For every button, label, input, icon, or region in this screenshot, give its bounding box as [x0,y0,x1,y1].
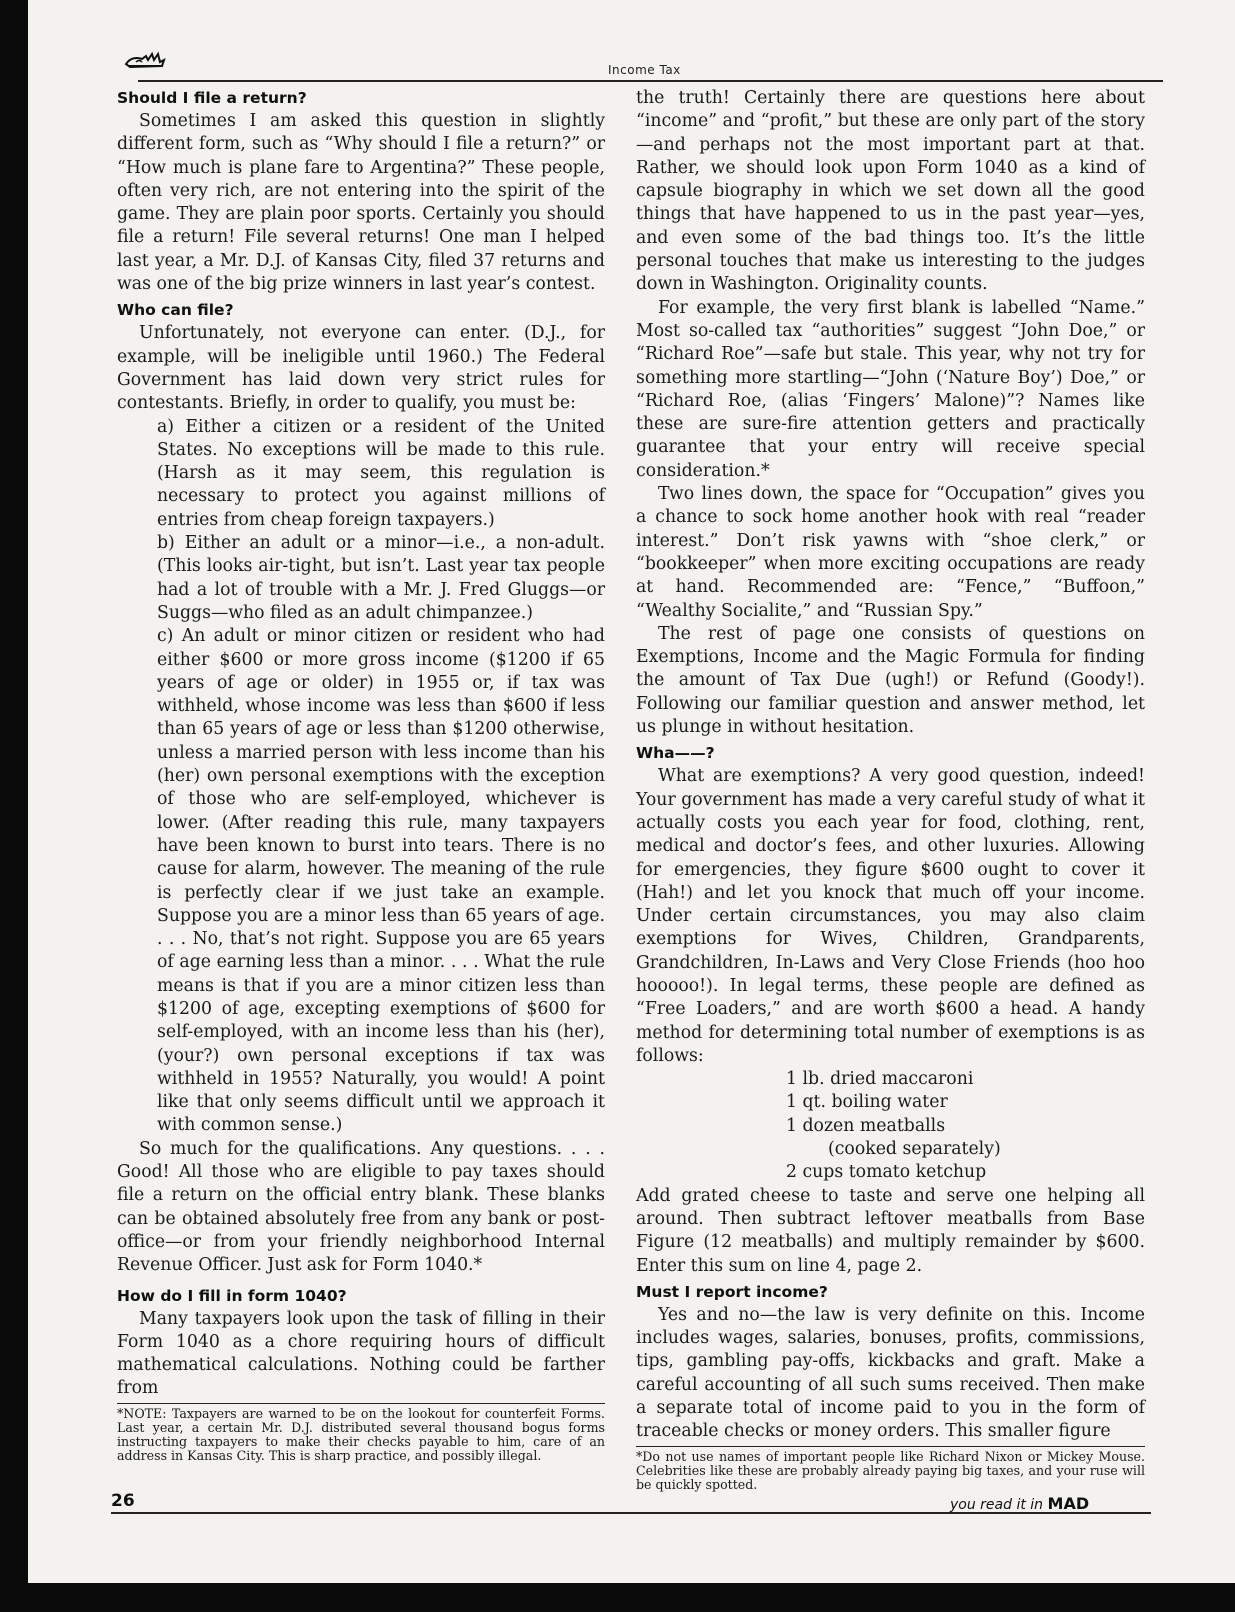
recipe-line: 2 cups tomato ketchup [786,1162,987,1183]
rule-item-c: c) An adult or minor citizen or resident who had either $600 or more gross income ($1200 if 65 years of age or older) in 1955 or, if tax was withheld, whose income was less than $600 if less than 65 years of age or less than $1200 otherwise, unless a married person with less income than his (her) own personal exemptions with the exception of those who are self-employed, whichever is lower. (After reading this rule, many taxpayers have been known to burst into tears. There is no cause for alarm, however. The meaning of the rule is perfectly clear if we just take an example. Suppose you are a minor less than 65 years of age. . . . No, that’s not right. Suppose you are 65 years of age earning less than a minor. . . . What the rule means is that if you are a minor citizen less than $1200 of age, excepting exemptions of $600 for self-employed, with an income less than his (her), (your?) own personal exceptions if tax was withheld in 1955? Naturally, you would! A point like that only seems difficult until we approach it with common sense.) [157,626,605,1136]
footnote-right: *Do not use names of important people like Richard Nixon or Mickey Mouse. Celebrities like these are probably already paying big taxes, and your ruse will be quickly spotted. [636,1448,1145,1492]
tagline-brand: MAD [1047,1494,1090,1513]
page-number: 26 [111,1491,135,1511]
right-column [636,87,1145,1492]
heading-how-do-i-fill: How do I fill in form 1040? [117,1286,347,1305]
paragraph: Two lines down, the space for “Occupation” gives you a chance to sock home another hook with real “reader interest.” Don’t risk yawns with “shoe clerk,” or “bookkeeper” when more exciting occupations are ready at hand. Recommended are: “Fence,” “Buffoon,” “Wealthy Socialite,” and “Russian Spy.” [636,484,1145,621]
running-title: Income Tax [608,63,681,77]
heading-who-can-file: Who can file? [117,301,234,320]
recipe-line: (cooked separately) [828,1139,1001,1160]
paragraph: Unfortunately, not everyone can enter. (D.J., for example, will be ineligible until 1960.) The Federal Government has laid down very strict rules for contestants. Briefly, in order to qualify, you must be: [117,323,605,414]
paragraph: For example, the very first blank is labelled “Name.” Most so-called tax “authorities” suggest “John Doe,” or “Richard Roe”—safe but stale. This year, why not try for something more startling—“John (‘Nature Boy’) Doe,” or “Richard Roe, (alias ‘Fingers’ Malone)”? Names like these are sure-fire attention getters and practically guarantee that your entry will receive special consideration.* [636,297,1145,481]
tagline [950,1494,1089,1513]
footnote-rule [117,1403,605,1404]
paragraph: So much for the qualifications. Any questions. . . . Good! All those who are eligible to pay taxes should file a return on the official entry blank. These blanks can be obtained absolutely free from any bank or post-office—or from your friendly neighborhood Internal Revenue Officer. Just ask for Form 1040.* [117,1138,605,1276]
recipe-line: 1 dozen meatballs [786,1115,946,1136]
recipe-list [636,1068,1145,1184]
rule-item-b: b) Either an adult or a minor—i.e., a non-adult. (This looks air-tight, but isn’t. Last year tax people had a lot of trouble with a Mr. J. Fred Gluggs—or Suggs—who filed as an adult chimpanzee.) [157,533,605,623]
paragraph: Yes and no—the law is very definite on this. Income includes wages, salaries, bonuses, profits, commissions, tips, gambling pay-offs, kickbacks and graft. Make a careful accounting of all such sums received. Then make a separate total of income paid to you in the form of traceable checks or money orders. This smaller figure [636,1304,1145,1442]
paragraph: the truth! Certainly there are questions here about “income” and “profit,” but these are only part of the story—and perhaps not the most important part at that. Rather, we should look upon Form 1040 as a kind of capsule biography in which we set down all the good things that have happened to us in the past year—yes, and even some of the bad things too. It’s the little personal touches that make us interesting to the judges down in Washington. Originality counts. [636,88,1145,295]
heading-wha: Wha——? [636,744,715,763]
paragraph: Sometimes I am asked this question in slightly different form, such as “Why should I file a return?” or “How much is plane fare to Argentina?” These people, often very rich, are not entering into the spirit of the game. They are plain poor sports. Certainly you should file a return! File several returns! One man I helped last year, a Mr. D.J. of Kansas City, filed 37 returns and was one of the big prize winners in last year’s contest. [117,111,605,295]
paragraph: What are exemptions? A very good question, indeed! Your government has made a very careful study of what it actually costs you each year for food, clothing, rent, medical and doctor’s fees, and other luxuries. Allowing for emergencies, they figure $600 ought to cover it (Hah!) and let you knock that much off your income. Under certain circumstances, you may also claim exemptions for Wives, Children, Grandparents, Grandchildren, In-Laws and Very Close Friends (hoo hoo hooooo!). In legal terms, these people are defined as “Free Loaders,” and are worth $600 a head. A handy method for determining total number of exemptions is as follows: [636,766,1145,1066]
header-rule [138,80,1163,82]
heading-should-i-file: Should I file a return? [117,89,307,107]
recipe-line: 1 qt. boiling water [786,1092,948,1113]
mad-hand-logo-icon [124,50,168,72]
paragraph: Many taxpayers look upon the task of filling in their Form 1040 as a chore requiring hours of difficult mathematical calculations. Nothing could be farther from [117,1308,605,1399]
paragraph: The rest of page one consists of questions on Exemptions, Income and the Magic Formula for finding the amount of Tax Due (ugh!) or Refund (Goody!). Following our familiar question and answer method, let us plunge in without hesitation. [636,623,1145,738]
footnote-left: *NOTE: Taxpayers are warned to be on the lookout for counterfeit Forms. Last year, a certain Mr. D.J. distributed several thousand bogus forms instructing taxpayers to make their checks payable to him, care of an address in Kansas City. This is sharp practice, and possibly illegal. [117,1405,605,1463]
tagline-text: you read it in [950,1497,1044,1513]
magazine-page [28,0,1235,1583]
rule-item-a: a) Either a citizen or a resident of the United States. No exceptions will be made to this rule. (Harsh as it may seem, this regulation is necessary to protect you against millions of entries from cheap foreign taxpayers.) [157,416,605,530]
footnote-rule [636,1446,1145,1447]
left-column [117,84,605,1463]
heading-must-i-report: Must I report income? [636,1282,828,1301]
paragraph: Add grated cheese to taste and serve one helping all around. Then subtract leftover meatballs from Base Figure (12 meatballs) and multiply remainder by $600. Enter this sum on line 4, page 2. [636,1185,1145,1276]
recipe-line: 1 lb. dried maccaroni [786,1069,974,1090]
